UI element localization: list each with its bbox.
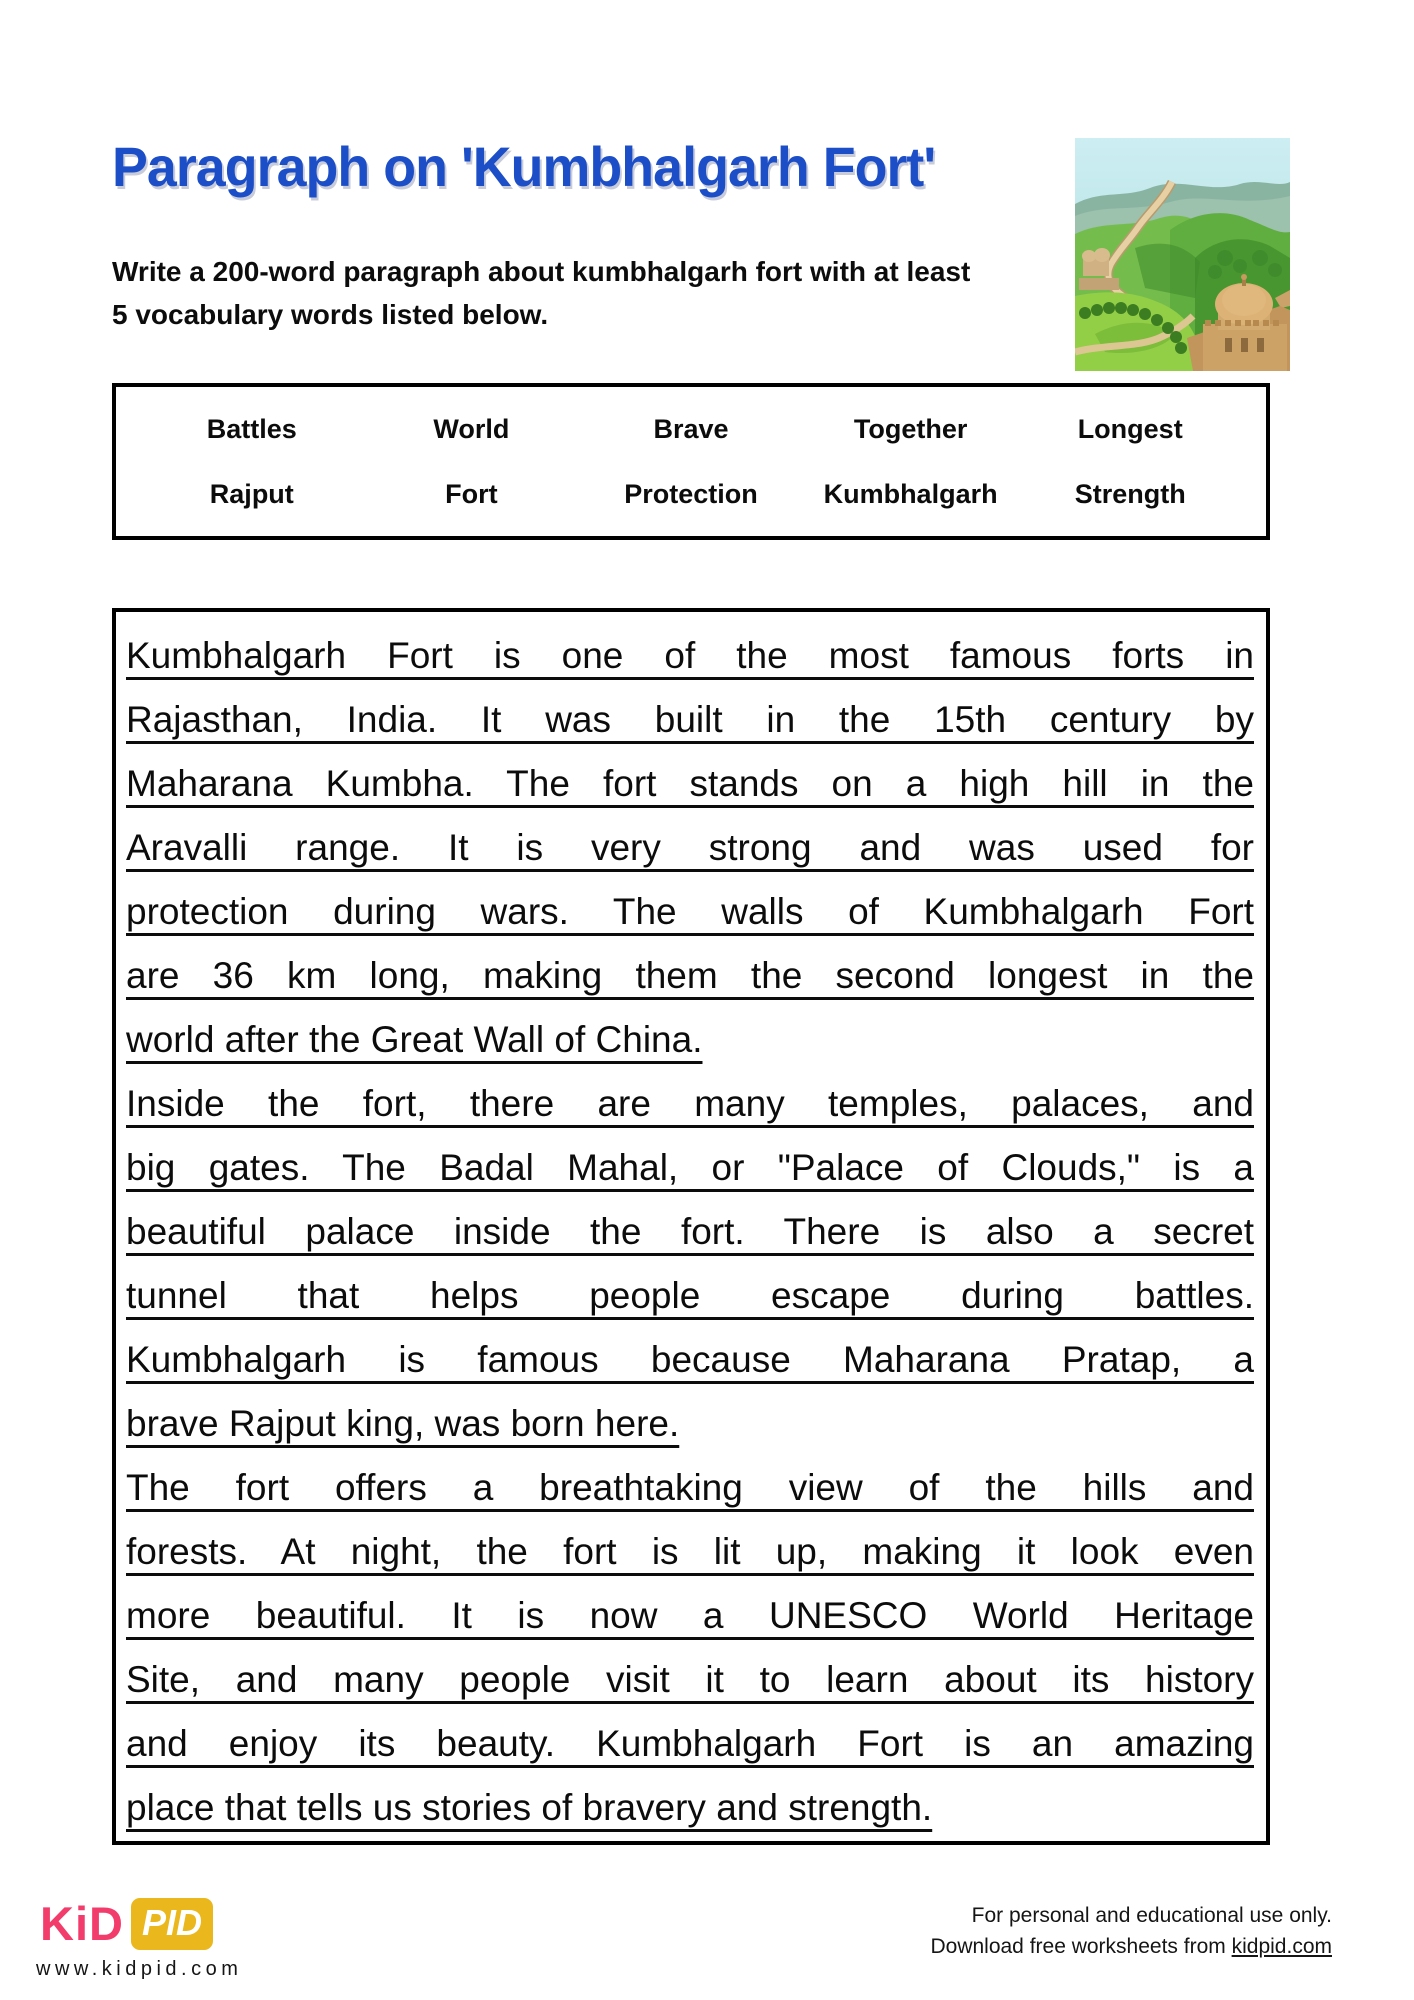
essay-line: beautiful palace inside the fort. There is also a secret — [126, 1211, 1254, 1252]
essay-line: are 36 km long, making them the second longest in the — [126, 955, 1254, 996]
vocabulary-word: Fort — [445, 478, 498, 509]
instruction-line: 5 vocabulary words listed below. — [112, 299, 549, 330]
vocabulary-box — [112, 383, 1270, 540]
vocabulary-word: Together — [853, 413, 968, 444]
vocabulary-word: Brave — [653, 413, 729, 444]
essay-line: world after the Great Wall of China. — [126, 1019, 703, 1060]
essay-box — [112, 608, 1270, 1845]
essay-line: big gates. The Badal Mahal, or "Palace of Clouds," is a — [126, 1147, 1254, 1188]
instructions-text — [112, 250, 970, 336]
essay-line: and enjoy its beauty. Kumbhalgarh Fort is an amazing — [126, 1723, 1254, 1764]
website-url: www.kidpid.com — [36, 1958, 243, 1980]
vocabulary-word: World — [433, 413, 510, 444]
essay-line: Kumbhalgarh Fort is one of the most famous forts in — [126, 635, 1254, 676]
vocabulary-word: Strength — [1074, 478, 1186, 509]
essay-line: forests. At night, the fort is lit up, making it look even — [126, 1531, 1254, 1572]
essay-line: Kumbhalgarh is famous because Maharana Pratap, a — [126, 1339, 1254, 1380]
kidpid-logo-kid: KiD — [40, 1897, 124, 1950]
essay-line: The fort offers a breathtaking view of the hills and — [126, 1467, 1254, 1508]
vocabulary-word: Battles — [206, 413, 297, 444]
essay-line: brave Rajput king, was born here. — [126, 1403, 680, 1444]
instruction-line: Write a 200-word paragraph about kumbhalgarh fort with at least — [112, 256, 971, 287]
essay-line: protection during wars. The walls of Kumbhalgarh Fort — [126, 891, 1254, 932]
vocabulary-word: Longest — [1077, 413, 1183, 444]
essay-line: Maharana Kumbha. The fort stands on a high hill in the — [126, 763, 1254, 804]
essay-line: place that tells us stories of bravery and strength. — [126, 1787, 933, 1828]
essay-line: more beautiful. It is now a UNESCO World Heritage — [126, 1595, 1254, 1636]
essay-line: Inside the fort, there are many temples, palaces, and — [126, 1083, 1254, 1124]
download-note — [930, 1931, 1332, 1962]
fort-photo — [1075, 138, 1290, 371]
kidpid-logo — [40, 1896, 213, 1951]
essay-line: Rajasthan, India. It was built in the 15th century by — [126, 699, 1254, 740]
vocabulary-word: Protection — [624, 478, 758, 509]
usage-note: For personal and educational use only. — [971, 1904, 1332, 1927]
essay-line: tunnel that helps people escape during battles. — [126, 1275, 1254, 1316]
page-title: Paragraph on 'Kumbhalgarh Fort' — [112, 135, 936, 198]
essay-line: Aravalli range. It is very strong and was used for — [126, 827, 1254, 868]
vocabulary-word: Kumbhalgarh — [823, 478, 998, 509]
kidpid-link[interactable]: kidpid.com — [1231, 1935, 1332, 1958]
vocabulary-word: Rajput — [209, 478, 294, 509]
footer-note — [930, 1900, 1332, 1962]
essay-line: Site, and many people visit it to learn about its history — [126, 1659, 1254, 1700]
kidpid-logo-pid: PID — [131, 1898, 213, 1950]
fort-photo-illustration — [1075, 138, 1290, 371]
download-note-text: Download free worksheets from — [930, 1935, 1232, 1958]
